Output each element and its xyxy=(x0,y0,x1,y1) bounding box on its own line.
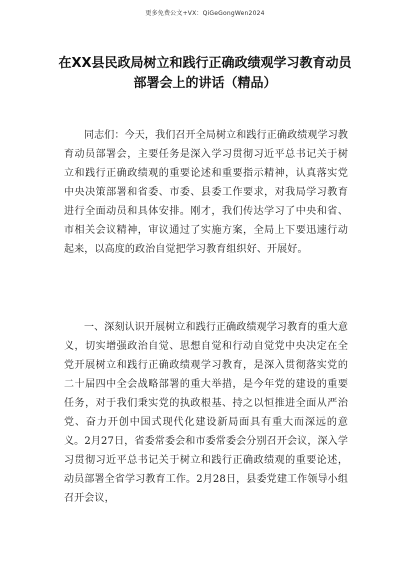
title-line-2: 部署会上的讲话（精品） xyxy=(133,76,277,91)
header-note: 更多免费公文+VX：QiGeGongWen2024 xyxy=(145,10,265,17)
document-title xyxy=(40,54,370,94)
title-line-1: 在XX县民政局树立和践行正确政绩观学习教育动员 xyxy=(58,56,352,71)
body-paragraph-opening: 同志们：今天，我们召开全局树立和践行正确政绩观学习教育动员部署会，主要任务是深入学习贯彻习近平总书记关于树立和践行正确政绩观的重要论述和重要指示精神，认真落实党中央决策部署和省委、市委、县委工作要求，对我局学习教育进行全面动员和具体安排。刚才，我们传达学习了中央和省、市相关会议精神，审议通过了实施方案，全局上下要迅速行动起来，以高度的政治自觉把学习教育组织好、开展好。 xyxy=(64,130,348,255)
body-paragraph-section-1: 一、深刻认识开展树立和践行正确政绩观学习教育的重大意义，切实增强政治自觉、思想自觉和行动自觉党中央决定在全党开展树立和践行正确政绩观学习教育，是深入贯彻落实党的二十届四中全会战略部署的重大举措，是今年党的建设的重要任务，对于我们秉实党的执政根基、持之以恒推进全面从严治党、奋力开创中国式现代化建设新局面具有重大而深远的意义。2月27日，省委常委会和市委常委会分别召开会议，深入学习贯彻习近平总书记关于树立和践行正确政绩观的重要论述，动员部署全省学习教育工作。2月28日，县委党建工作领导小组召开会议， xyxy=(64,322,348,504)
